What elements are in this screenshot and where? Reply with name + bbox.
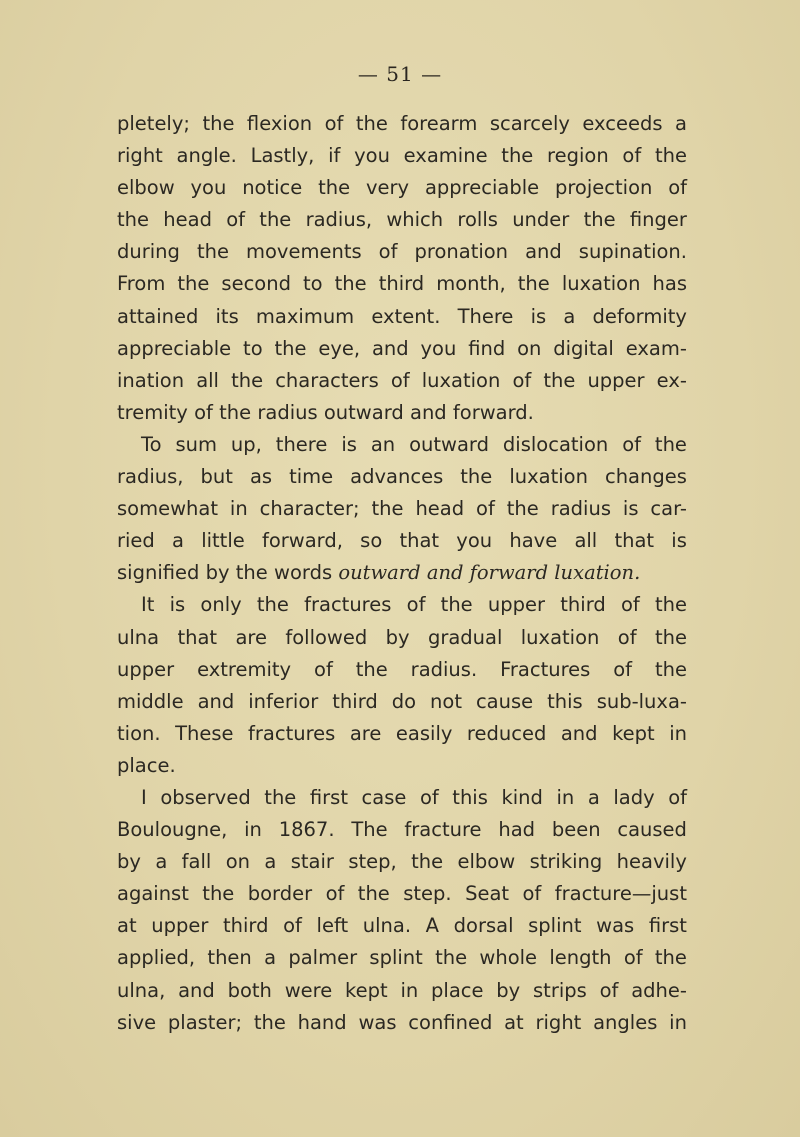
word: strips	[533, 978, 587, 1002]
word: splint	[369, 946, 423, 970]
word: of	[324, 112, 344, 135]
word: the	[411, 850, 444, 874]
word: of	[622, 144, 642, 168]
word: ried	[117, 529, 155, 553]
text-line	[117, 878, 687, 910]
word: case	[361, 785, 407, 809]
word: during	[117, 240, 180, 264]
word: the	[259, 208, 292, 232]
text-line	[117, 910, 687, 942]
word: plaster;	[167, 1010, 243, 1034]
word: caused	[617, 818, 687, 842]
word: that	[399, 529, 440, 553]
word: and	[410, 400, 447, 424]
word: you	[420, 336, 457, 360]
word: do	[391, 689, 417, 713]
word: luxation	[421, 368, 501, 392]
word: and	[178, 978, 215, 1002]
word: forward,	[261, 529, 343, 553]
word: hand	[297, 1010, 347, 1034]
word: radius.	[410, 657, 478, 681]
word: forearm	[400, 112, 478, 135]
word: is	[671, 529, 687, 553]
word: step.	[403, 882, 452, 906]
word: words	[274, 561, 333, 585]
word: The	[351, 818, 388, 842]
word: sum	[175, 432, 217, 456]
word: the	[219, 400, 252, 424]
word: the	[543, 368, 576, 392]
word: head	[415, 497, 465, 521]
text-line	[117, 204, 687, 236]
word: Lastly,	[250, 144, 315, 168]
word: the	[654, 432, 687, 456]
word: lady	[613, 785, 655, 809]
word: you	[190, 176, 227, 200]
word: ulna,	[117, 978, 166, 1002]
word: by	[385, 625, 410, 649]
word: only	[200, 593, 242, 617]
word: To	[141, 432, 162, 456]
word: of	[194, 400, 213, 424]
text-line	[117, 268, 687, 300]
word: the	[440, 593, 473, 617]
word: changes	[604, 465, 687, 489]
text-line	[117, 814, 687, 846]
word: left	[316, 914, 349, 938]
word: maximum	[255, 304, 355, 328]
word: Seat	[465, 882, 510, 906]
word: A	[425, 914, 440, 938]
text-line	[117, 1007, 687, 1039]
word: second	[221, 272, 291, 296]
word: of	[668, 176, 687, 200]
word: character;	[259, 497, 360, 521]
word: whole	[479, 946, 538, 970]
word: scarcely	[489, 112, 570, 135]
word: the	[654, 625, 687, 649]
word: on	[517, 336, 542, 360]
word: palmer	[288, 946, 358, 970]
word: pronation	[414, 240, 509, 264]
text-line	[117, 525, 687, 557]
word: first	[648, 914, 687, 938]
text-line	[117, 589, 687, 621]
word: a	[563, 304, 576, 328]
word: little	[201, 529, 245, 553]
word: the	[357, 882, 390, 906]
word: the	[202, 882, 235, 906]
word: have	[509, 529, 558, 553]
word: was	[358, 1010, 397, 1034]
text-line	[117, 140, 687, 172]
word: It	[141, 593, 155, 617]
word: upper	[487, 593, 546, 617]
word: finger	[629, 208, 687, 232]
word: appreciable	[424, 176, 540, 200]
word: third	[560, 593, 606, 617]
word: upper	[587, 368, 645, 392]
text-line	[117, 301, 687, 333]
word: the	[355, 112, 388, 135]
word: the	[517, 272, 550, 296]
word: the	[196, 240, 229, 264]
word: the	[654, 144, 687, 168]
word: the	[117, 208, 150, 232]
word: of	[522, 882, 542, 906]
word: head	[163, 208, 212, 232]
word: and	[371, 336, 409, 360]
word: you	[354, 144, 390, 168]
text-line	[117, 782, 687, 814]
word: of	[476, 497, 495, 521]
word: gradual	[427, 625, 503, 649]
word: radius,	[117, 465, 184, 489]
word: supination.	[578, 240, 687, 264]
word: was	[596, 914, 635, 938]
word: at	[117, 914, 137, 938]
word: an	[370, 432, 396, 456]
word: dislocation	[502, 432, 609, 456]
text-line	[117, 622, 687, 654]
word: ulna.	[362, 914, 412, 938]
word: the	[177, 272, 210, 296]
word: characters	[275, 368, 379, 392]
word: by	[205, 561, 230, 585]
word: of	[314, 657, 333, 681]
word: not	[430, 689, 462, 713]
word: extremity	[197, 657, 292, 681]
word: luxation	[520, 625, 600, 649]
word: radius,	[305, 208, 373, 232]
word: this	[547, 689, 583, 713]
word: kept	[612, 721, 655, 745]
word: There	[457, 304, 514, 328]
word: which	[386, 208, 444, 232]
word: the	[253, 1010, 286, 1034]
word: had	[498, 818, 536, 842]
word: is	[622, 497, 639, 521]
word: all	[196, 368, 219, 392]
word: striking	[529, 850, 603, 874]
word: a	[155, 850, 168, 874]
text-line	[117, 172, 687, 204]
word: tion.	[117, 721, 161, 745]
word: the	[501, 144, 534, 168]
text-line	[117, 333, 687, 365]
word: the	[506, 497, 539, 521]
word: as	[249, 465, 273, 489]
word: luxation	[509, 465, 588, 489]
word: border	[247, 882, 313, 906]
word: the	[583, 208, 616, 232]
word: the	[231, 368, 264, 392]
word: advances	[350, 465, 444, 489]
word: all	[574, 529, 598, 553]
word: on	[225, 850, 250, 874]
word: exceeds	[582, 112, 663, 135]
word: Fractures	[500, 657, 591, 681]
word: of	[512, 368, 532, 392]
word: the	[318, 176, 351, 200]
text-line	[117, 429, 687, 461]
word: splint	[528, 914, 582, 938]
word: by	[496, 978, 521, 1002]
word: month,	[436, 272, 506, 296]
word: notice	[242, 176, 303, 200]
word: a	[587, 785, 600, 809]
word: and	[560, 721, 598, 745]
word: elbow	[457, 850, 516, 874]
word: in	[244, 818, 262, 842]
word: of	[622, 432, 641, 456]
word: inferior	[248, 689, 319, 713]
word: car-	[650, 497, 687, 521]
word: of	[325, 882, 345, 906]
word: the	[256, 593, 289, 617]
word: find	[468, 336, 506, 360]
word: place	[431, 978, 484, 1002]
word: and	[525, 240, 562, 264]
word: the	[460, 465, 493, 489]
word: adhe-	[631, 978, 687, 1002]
word: right	[535, 1010, 582, 1034]
text-line	[117, 236, 687, 268]
word: These	[175, 721, 234, 745]
word: very	[365, 176, 410, 200]
page-number: — 51 —	[357, 62, 443, 86]
word: to	[243, 336, 263, 360]
word: ex-	[656, 368, 687, 392]
word: has	[652, 272, 687, 296]
word: digital	[553, 336, 614, 360]
word: there	[275, 432, 328, 456]
text-line	[117, 493, 687, 525]
word: were	[284, 978, 333, 1002]
word: middle	[117, 689, 184, 713]
word: are	[349, 721, 382, 745]
text-line	[117, 108, 687, 140]
word: a	[264, 850, 277, 874]
word: and	[197, 689, 235, 713]
word: time	[289, 465, 334, 489]
text-line	[117, 686, 687, 718]
word: the	[654, 593, 687, 617]
word: fall	[181, 850, 212, 874]
text-line	[117, 846, 687, 878]
word: eye,	[318, 336, 361, 360]
word: that	[614, 529, 655, 553]
word: angles	[593, 1010, 658, 1034]
word: of	[620, 593, 640, 617]
word: of	[419, 785, 439, 809]
word: in	[669, 1010, 687, 1034]
word: you	[456, 529, 493, 553]
word: projection	[554, 176, 653, 200]
word: a	[674, 112, 687, 135]
word: third	[223, 914, 269, 938]
word: outward	[409, 432, 489, 456]
word: luxation	[561, 272, 641, 296]
word: angle.	[176, 144, 237, 168]
word: elbow	[117, 176, 175, 200]
word: of	[623, 946, 643, 970]
word: followed	[285, 625, 368, 649]
word: in	[556, 785, 575, 809]
word: third	[332, 689, 378, 713]
word: if	[328, 144, 341, 168]
word: place.	[117, 753, 176, 777]
word: of	[613, 657, 633, 681]
word: of	[599, 978, 619, 1002]
word: stair	[290, 850, 334, 874]
word: upper	[151, 914, 209, 938]
word: that	[177, 625, 218, 649]
word: confined	[408, 1010, 493, 1034]
word: easily	[395, 721, 453, 745]
word: region	[547, 144, 609, 168]
word: observed	[160, 785, 251, 809]
word: heavily	[616, 850, 687, 874]
word: are	[235, 625, 267, 649]
word: of	[378, 240, 398, 264]
word: deformity	[592, 304, 687, 328]
word: the	[274, 336, 307, 360]
word: in	[400, 978, 419, 1002]
word: first	[309, 785, 348, 809]
word: both	[227, 978, 272, 1002]
word: flexion	[246, 112, 313, 135]
word: kept	[345, 978, 388, 1002]
word: exam-	[625, 336, 687, 360]
word: appreciable	[117, 336, 232, 360]
word: radius	[257, 400, 318, 424]
word: is	[169, 593, 186, 617]
text-line	[117, 975, 687, 1007]
word: forward.	[452, 400, 534, 424]
word: radius	[550, 497, 611, 521]
word: ulna	[117, 625, 160, 649]
word: under	[512, 208, 570, 232]
word: to	[303, 272, 323, 296]
word: by	[117, 850, 141, 874]
word: is	[530, 304, 547, 328]
word: pletely;	[117, 112, 190, 135]
word: the	[235, 561, 268, 585]
word: the	[334, 272, 367, 296]
word: sub-luxa-	[596, 689, 687, 713]
word: applied,	[117, 946, 196, 970]
word: against	[117, 882, 189, 906]
word: but	[200, 465, 233, 489]
text-line	[117, 365, 687, 397]
word: its	[215, 304, 239, 328]
word: the	[355, 657, 388, 681]
word: is	[341, 432, 357, 456]
word: fractures	[304, 593, 392, 617]
word: then	[207, 946, 252, 970]
word: the	[371, 497, 404, 521]
word: 1867.	[278, 818, 335, 842]
text-line	[117, 718, 687, 750]
text-line	[117, 654, 687, 686]
word: sive	[117, 1010, 157, 1034]
word: of	[226, 208, 246, 232]
text-line	[117, 942, 687, 974]
word: in	[229, 497, 248, 521]
word: somewhat	[117, 497, 218, 521]
word: kind	[501, 785, 543, 809]
word: dorsal	[453, 914, 514, 938]
word: the	[435, 946, 468, 970]
body-text	[117, 108, 687, 1039]
word: outward and forward luxation.	[338, 561, 641, 585]
word: fracture—just	[554, 882, 687, 906]
word: of	[617, 625, 637, 649]
word: the	[654, 946, 687, 970]
word: the	[654, 657, 687, 681]
word: right	[117, 144, 163, 168]
word: tremity	[117, 400, 188, 424]
word: been	[551, 818, 601, 842]
word: a	[264, 946, 277, 970]
word: reduced	[466, 721, 547, 745]
text-line	[117, 750, 687, 782]
word: a	[172, 529, 184, 553]
word: ination	[117, 368, 185, 392]
word: rolls	[457, 208, 498, 232]
word: third	[378, 272, 425, 296]
word: cause	[475, 689, 534, 713]
word: the	[202, 112, 235, 135]
word: outward	[323, 400, 404, 424]
word: signified	[117, 561, 200, 585]
word: in	[669, 721, 687, 745]
word: upper	[117, 657, 175, 681]
word: this	[452, 785, 488, 809]
word: fracture	[404, 818, 482, 842]
word: I	[141, 785, 147, 809]
word: Boulougne,	[117, 818, 228, 842]
text-line	[117, 461, 687, 493]
word: of	[390, 368, 410, 392]
word: examine	[403, 144, 488, 168]
word: of	[283, 914, 302, 938]
word: of	[406, 593, 426, 617]
word: of	[668, 785, 687, 809]
word: step,	[348, 850, 397, 874]
word: length	[549, 946, 612, 970]
word: fractures	[248, 721, 336, 745]
word: the	[264, 785, 297, 809]
word: From	[117, 272, 166, 296]
word: attained	[117, 304, 199, 328]
word: at	[504, 1010, 524, 1034]
word: up,	[230, 432, 262, 456]
word: extent.	[371, 304, 441, 328]
word: so	[360, 529, 383, 553]
text-line	[117, 397, 687, 429]
word: movements	[246, 240, 362, 264]
text-line	[117, 557, 687, 589]
